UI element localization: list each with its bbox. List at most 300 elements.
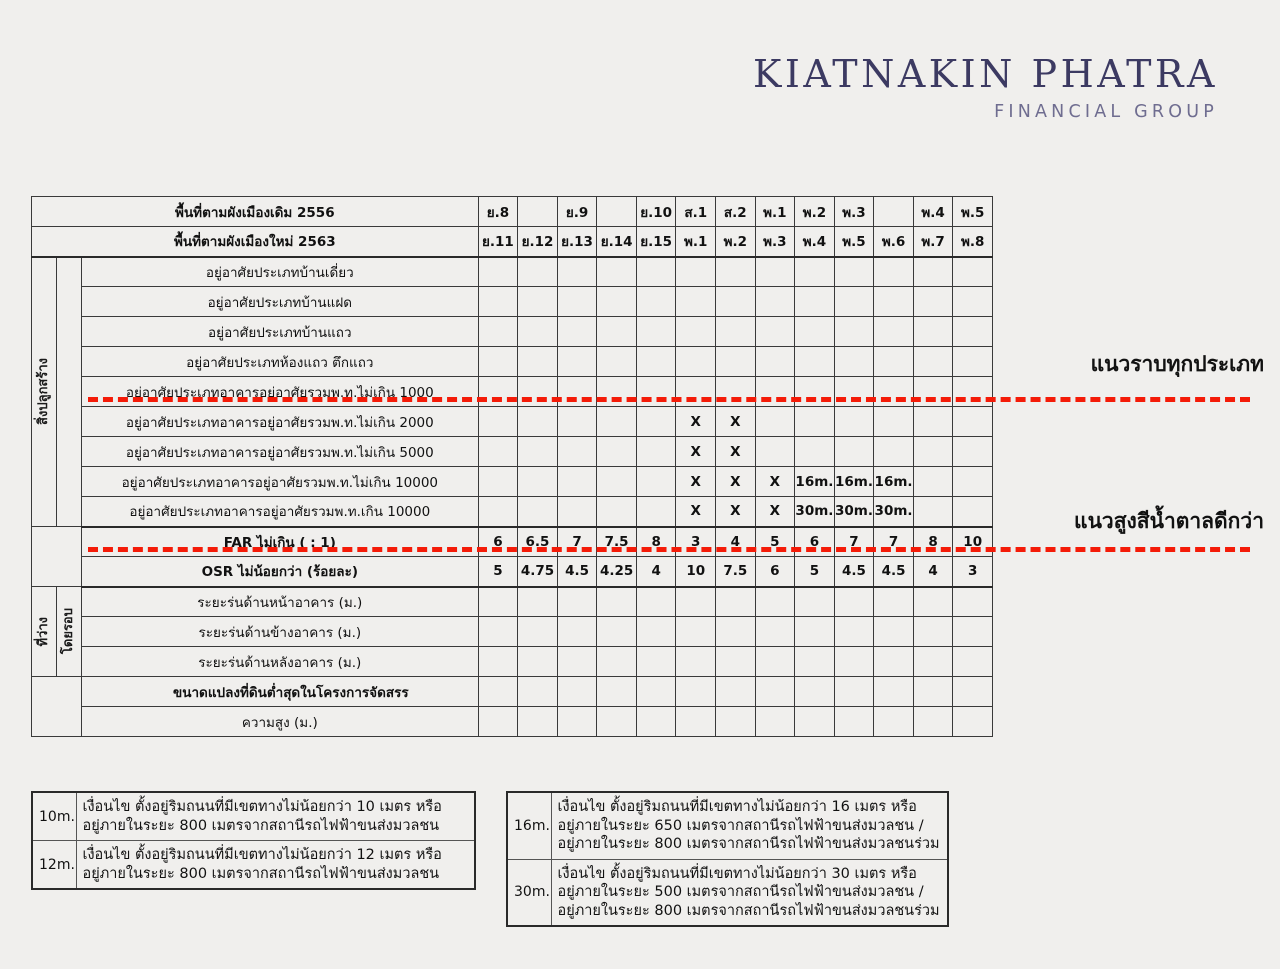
table-cell: 4 — [913, 557, 953, 587]
table-cell — [478, 677, 518, 707]
table-cell: พ.2 — [716, 227, 756, 257]
table-cell — [478, 497, 518, 527]
table-cell: X — [676, 497, 716, 527]
table-cell — [676, 647, 716, 677]
table-cell — [953, 497, 993, 527]
table-header-row — [32, 227, 993, 257]
table-cell — [597, 587, 637, 617]
table-cell: ย.13 — [557, 227, 597, 257]
group-spacer-far-osr — [32, 527, 82, 587]
row-label: ความสูง (ม.) — [81, 707, 478, 737]
table-cell — [597, 677, 637, 707]
table-cell: 30m. — [834, 497, 874, 527]
table-cell: พ.3 — [834, 197, 874, 227]
table-cell — [478, 347, 518, 377]
table-cell: 30m. — [874, 497, 914, 527]
table-cell — [636, 677, 676, 707]
table-cell — [716, 287, 756, 317]
header-row-label: พื้นที่ตามผังเมืองใหม่ 2563 — [32, 227, 479, 257]
table-cell: X — [676, 467, 716, 497]
legend-right-key: 30m. — [507, 859, 551, 926]
table-cell: X — [716, 437, 756, 467]
table-cell — [913, 587, 953, 617]
table-cell — [913, 377, 953, 407]
table-cell — [716, 587, 756, 617]
legend-box-right — [506, 791, 949, 927]
legend-right-text — [551, 792, 948, 859]
table-cell — [874, 317, 914, 347]
legend-left-line: อยู่ภายในระยะ 800 เมตรจากสถานีรถไฟฟ้าขนส่งมวลชน — [82, 817, 440, 834]
table-cell — [676, 287, 716, 317]
table-cell — [518, 317, 558, 347]
table-cell — [953, 677, 993, 707]
table-cell — [834, 677, 874, 707]
table-cell — [676, 707, 716, 737]
table-cell — [518, 647, 558, 677]
table-cell — [597, 347, 637, 377]
table-cell — [834, 407, 874, 437]
table-cell — [557, 257, 597, 287]
table-row — [32, 677, 993, 707]
zoning-table-body — [32, 197, 993, 737]
table-cell — [874, 647, 914, 677]
table-cell — [953, 467, 993, 497]
table-cell — [716, 257, 756, 287]
table-cell — [795, 407, 835, 437]
table-cell — [953, 587, 993, 617]
table-cell: X — [676, 407, 716, 437]
table-cell: 4 — [636, 557, 676, 587]
table-cell: 4.5 — [834, 557, 874, 587]
legend-right-row — [507, 859, 948, 926]
table-cell — [795, 317, 835, 347]
table-cell: 4.75 — [518, 557, 558, 587]
table-cell — [874, 707, 914, 737]
table-cell — [834, 377, 874, 407]
table-cell: พ.5 — [834, 227, 874, 257]
table-cell — [636, 707, 676, 737]
table-cell — [716, 377, 756, 407]
table-cell — [636, 287, 676, 317]
table-cell — [953, 377, 993, 407]
table-cell: ย.10 — [636, 197, 676, 227]
table-cell — [557, 497, 597, 527]
legend-right-line: เงื่อนไข ตั้งอยู่ริมถนนที่มีเขตทางไม่น้อยกว่า 30 เมตร หรือ — [557, 865, 917, 882]
table-cell: 8 — [636, 527, 676, 557]
table-cell — [755, 287, 795, 317]
table-cell — [874, 287, 914, 317]
table-cell — [953, 317, 993, 347]
table-cell: พ.8 — [953, 227, 993, 257]
row-label: อยู่อาศัยประเภทบ้านเดี่ยว — [81, 257, 478, 287]
table-row — [32, 557, 993, 587]
table-cell — [557, 647, 597, 677]
row-label: ระยะร่นด้านหลังอาคาร (ม.) — [81, 647, 478, 677]
table-row — [32, 467, 993, 497]
table-cell — [518, 347, 558, 377]
table-cell — [597, 707, 637, 737]
table-cell — [518, 257, 558, 287]
table-cell — [518, 587, 558, 617]
table-cell — [636, 497, 676, 527]
table-cell: 4.25 — [597, 557, 637, 587]
row-label: ขนาดแปลงที่ดินต่ำสุดในโครงการจัดสรร — [81, 677, 478, 707]
table-cell: 7.5 — [597, 527, 637, 557]
logo-subtitle: FINANCIAL GROUP — [994, 102, 1218, 122]
legend-right-text — [551, 859, 948, 926]
table-cell: ย.11 — [478, 227, 518, 257]
table-cell — [716, 647, 756, 677]
annotation-high-rise-brown: แนวสูงสีน้ำตาลดีกว่า — [1074, 509, 1264, 533]
table-cell — [716, 317, 756, 347]
legend-right-line: อยู่ภายในระยะ 800 เมตรจากสถานีรถไฟฟ้าขนส่งมวลชนร่วม — [557, 902, 940, 919]
table-cell — [557, 677, 597, 707]
legend-right-line: อยู่ภายในระยะ 650 เมตรจากสถานีรถไฟฟ้าขนส่งมวลชน / — [557, 817, 924, 834]
table-cell — [874, 377, 914, 407]
zoning-table — [31, 196, 993, 737]
table-cell — [755, 677, 795, 707]
table-cell — [913, 407, 953, 437]
table-cell — [636, 587, 676, 617]
table-cell — [636, 257, 676, 287]
table-cell — [953, 407, 993, 437]
table-row — [32, 617, 993, 647]
table-cell: X — [716, 467, 756, 497]
table-cell — [518, 407, 558, 437]
table-cell — [953, 707, 993, 737]
row-label: อยู่อาศัยประเภทบ้านแฝด — [81, 287, 478, 317]
table-cell: X — [716, 407, 756, 437]
table-cell: 3 — [676, 527, 716, 557]
legend-right-line: อยู่ภายในระยะ 800 เมตรจากสถานีรถไฟฟ้าขนส่งมวลชนร่วม — [557, 836, 940, 853]
table-cell — [557, 317, 597, 347]
table-cell — [557, 407, 597, 437]
table-cell — [755, 317, 795, 347]
table-cell: ย.8 — [478, 197, 518, 227]
table-cell — [636, 617, 676, 647]
table-cell — [478, 377, 518, 407]
table-cell — [795, 257, 835, 287]
table-cell — [834, 347, 874, 377]
table-cell — [676, 377, 716, 407]
table-cell — [597, 377, 637, 407]
row-label: อยู่อาศัยประเภทอาคารอยู่อาศัยรวมพ.ท.ไม่เกิน 5000 — [81, 437, 478, 467]
table-cell — [874, 587, 914, 617]
table-cell — [716, 707, 756, 737]
table-cell: 10 — [676, 557, 716, 587]
table-cell: ย.9 — [557, 197, 597, 227]
table-cell — [795, 677, 835, 707]
table-cell — [518, 467, 558, 497]
table-cell — [636, 647, 676, 677]
table-cell — [755, 377, 795, 407]
zoning-regulation-table — [31, 196, 993, 737]
legend-left-row — [32, 841, 475, 890]
row-label: ระยะร่นด้านข้างอาคาร (ม.) — [81, 617, 478, 647]
table-cell — [795, 617, 835, 647]
legend-left-text — [76, 841, 475, 890]
group-subcolumn-building — [56, 257, 81, 527]
legend-left-key: 10m. — [32, 792, 76, 841]
table-cell — [676, 677, 716, 707]
table-cell — [874, 257, 914, 287]
table-cell: X — [755, 497, 795, 527]
table-cell: 3 — [953, 557, 993, 587]
table-cell — [478, 707, 518, 737]
table-cell — [913, 287, 953, 317]
table-cell — [755, 707, 795, 737]
table-cell: ย.15 — [636, 227, 676, 257]
table-cell — [597, 407, 637, 437]
table-row — [32, 527, 993, 557]
table-cell — [557, 587, 597, 617]
table-cell: พ.7 — [913, 227, 953, 257]
annotation-horizontal-types: แนวราบทุกประเภท — [1090, 352, 1264, 376]
table-cell — [913, 647, 953, 677]
table-cell: 4.5 — [557, 557, 597, 587]
legend-left-line: เงื่อนไข ตั้งอยู่ริมถนนที่มีเขตทางไม่น้อยกว่า 12 เมตร หรือ — [82, 847, 442, 864]
table-cell — [478, 287, 518, 317]
table-cell: 6 — [795, 527, 835, 557]
legend-right-key: 16m. — [507, 792, 551, 859]
row-label: ระยะร่นด้านหน้าอาคาร (ม.) — [81, 587, 478, 617]
table-cell — [478, 587, 518, 617]
table-cell — [755, 617, 795, 647]
table-cell — [913, 257, 953, 287]
table-cell — [834, 437, 874, 467]
table-cell — [834, 317, 874, 347]
table-cell — [636, 317, 676, 347]
table-cell — [755, 437, 795, 467]
table-row — [32, 287, 993, 317]
legend-box-left — [31, 791, 476, 890]
row-label: อยู่อาศัยประเภทอาคารอยู่อาศัยรวมพ.ท.ไม่เกิน 2000 — [81, 407, 478, 437]
table-row — [32, 407, 993, 437]
table-cell: 6 — [755, 557, 795, 587]
table-cell — [795, 647, 835, 677]
table-cell: 5 — [478, 557, 518, 587]
table-cell: พ.3 — [755, 227, 795, 257]
table-cell — [953, 257, 993, 287]
table-cell — [557, 707, 597, 737]
table-cell: 10 — [953, 527, 993, 557]
table-cell: 5 — [755, 527, 795, 557]
table-cell — [834, 707, 874, 737]
row-label: อยู่อาศัยประเภทอาคารอยู่อาศัยรวมพ.ท.ไม่เกิน 10000 — [81, 467, 478, 497]
table-cell: พ.4 — [795, 227, 835, 257]
table-cell — [518, 617, 558, 647]
table-row — [32, 497, 993, 527]
table-cell: ส.1 — [676, 197, 716, 227]
table-cell — [834, 647, 874, 677]
table-cell — [874, 197, 914, 227]
table-cell: 7 — [874, 527, 914, 557]
table-cell — [478, 467, 518, 497]
table-cell: X — [676, 437, 716, 467]
table-cell: 4 — [716, 527, 756, 557]
table-cell — [913, 617, 953, 647]
table-cell: พ.1 — [676, 227, 716, 257]
table-cell — [716, 677, 756, 707]
table-cell — [518, 437, 558, 467]
table-cell: 4.5 — [874, 557, 914, 587]
table-cell — [557, 467, 597, 497]
table-cell — [557, 377, 597, 407]
table-cell — [676, 587, 716, 617]
table-cell — [597, 257, 637, 287]
table-cell — [755, 347, 795, 377]
legend-left-key: 12m. — [32, 841, 76, 890]
table-cell — [518, 677, 558, 707]
table-cell: ส.2 — [716, 197, 756, 227]
group-spacer-bottom — [32, 677, 82, 737]
legend-left-row — [32, 792, 475, 841]
table-cell — [716, 617, 756, 647]
table-cell — [597, 317, 637, 347]
table-cell — [913, 317, 953, 347]
table-cell — [636, 467, 676, 497]
table-cell — [636, 437, 676, 467]
table-cell: 7.5 — [716, 557, 756, 587]
table-cell: 7 — [834, 527, 874, 557]
table-cell: พ.2 — [795, 197, 835, 227]
table-cell — [518, 287, 558, 317]
table-cell — [597, 437, 637, 467]
table-cell — [913, 347, 953, 377]
table-cell — [557, 437, 597, 467]
table-cell: 30m. — [795, 497, 835, 527]
table-cell: ย.14 — [597, 227, 637, 257]
table-cell — [478, 647, 518, 677]
table-cell — [597, 197, 637, 227]
table-cell — [518, 707, 558, 737]
table-cell — [755, 407, 795, 437]
table-cell — [518, 497, 558, 527]
table-cell — [913, 707, 953, 737]
table-row — [32, 317, 993, 347]
table-cell — [953, 287, 993, 317]
table-cell: 16m. — [834, 467, 874, 497]
table-cell — [636, 377, 676, 407]
table-row — [32, 437, 993, 467]
group-label-setback-around: โดยรอบ — [56, 587, 81, 677]
table-cell — [874, 437, 914, 467]
table-cell — [953, 647, 993, 677]
row-label: FAR ไม่เกิน ( : 1) — [81, 527, 478, 557]
table-cell — [716, 347, 756, 377]
table-row — [32, 647, 993, 677]
table-cell: 16m. — [874, 467, 914, 497]
table-cell — [557, 617, 597, 647]
table-cell — [478, 617, 518, 647]
table-cell — [478, 407, 518, 437]
table-cell — [478, 317, 518, 347]
table-cell — [518, 197, 558, 227]
table-cell — [913, 497, 953, 527]
logo-brand-name: KIATNAKIN PHATRA — [752, 52, 1218, 96]
table-cell — [755, 647, 795, 677]
table-row — [32, 257, 993, 287]
legend-left-text — [76, 792, 475, 841]
table-cell — [557, 347, 597, 377]
table-cell: X — [755, 467, 795, 497]
table-row — [32, 347, 993, 377]
table-cell — [478, 437, 518, 467]
table-cell — [597, 617, 637, 647]
table-header-row — [32, 197, 993, 227]
table-cell — [795, 347, 835, 377]
table-cell — [834, 257, 874, 287]
table-cell — [874, 407, 914, 437]
row-label: อยู่อาศัยประเภทบ้านแถว — [81, 317, 478, 347]
table-cell — [795, 437, 835, 467]
table-cell — [795, 707, 835, 737]
table-cell — [597, 467, 637, 497]
header-row-label: พื้นที่ตามผังเมืองเดิม 2556 — [32, 197, 479, 227]
table-cell — [953, 437, 993, 467]
table-cell: พ.5 — [953, 197, 993, 227]
table-cell: พ.6 — [874, 227, 914, 257]
table-cell — [913, 467, 953, 497]
table-cell — [874, 677, 914, 707]
table-cell — [636, 407, 676, 437]
table-cell — [676, 617, 716, 647]
table-cell: 16m. — [795, 467, 835, 497]
legend-left-line: อยู่ภายในระยะ 800 เมตรจากสถานีรถไฟฟ้าขนส่งมวลชน — [82, 865, 440, 882]
table-cell — [795, 287, 835, 317]
table-cell — [913, 437, 953, 467]
table-cell — [478, 257, 518, 287]
legend-right-row — [507, 792, 948, 859]
table-cell — [834, 617, 874, 647]
table-cell — [834, 587, 874, 617]
table-row — [32, 587, 993, 617]
company-logo — [752, 52, 1218, 122]
table-cell: X — [716, 497, 756, 527]
table-row — [32, 377, 993, 407]
group-label-building: สิ่งปลูกสร้าง — [32, 257, 57, 527]
table-cell — [597, 287, 637, 317]
legend-right-line: เงื่อนไข ตั้งอยู่ริมถนนที่มีเขตทางไม่น้อยกว่า 16 เมตร หรือ — [557, 799, 917, 815]
table-cell — [676, 317, 716, 347]
table-cell: พ.1 — [755, 197, 795, 227]
table-cell — [518, 377, 558, 407]
table-cell — [636, 347, 676, 377]
row-label: อยู่อาศัยประเภทห้องแถว ตึกแถว — [81, 347, 478, 377]
table-cell — [676, 257, 716, 287]
row-label: อยู่อาศัยประเภทอาคารอยู่อาศัยรวมพ.ท.ไม่เกิน 1000 — [81, 377, 478, 407]
table-cell: 5 — [795, 557, 835, 587]
table-cell — [755, 257, 795, 287]
table-cell: 6.5 — [518, 527, 558, 557]
table-cell — [795, 377, 835, 407]
table-cell — [676, 347, 716, 377]
table-cell — [597, 497, 637, 527]
table-cell — [913, 677, 953, 707]
table-cell — [953, 617, 993, 647]
table-cell — [755, 587, 795, 617]
group-label-setback-outer: ที่ว่าง — [32, 587, 57, 677]
table-cell — [874, 617, 914, 647]
table-cell: 6 — [478, 527, 518, 557]
table-cell: ย.12 — [518, 227, 558, 257]
table-cell — [834, 287, 874, 317]
legend-right-line: อยู่ภายในระยะ 500 เมตรจากสถานีรถไฟฟ้าขนส่งมวลชน / — [557, 884, 924, 901]
table-row — [32, 707, 993, 737]
legend-left-line: เงื่อนไข ตั้งอยู่ริมถนนที่มีเขตทางไม่น้อยกว่า 10 เมตร หรือ — [82, 799, 442, 815]
table-cell — [953, 347, 993, 377]
table-cell — [795, 587, 835, 617]
